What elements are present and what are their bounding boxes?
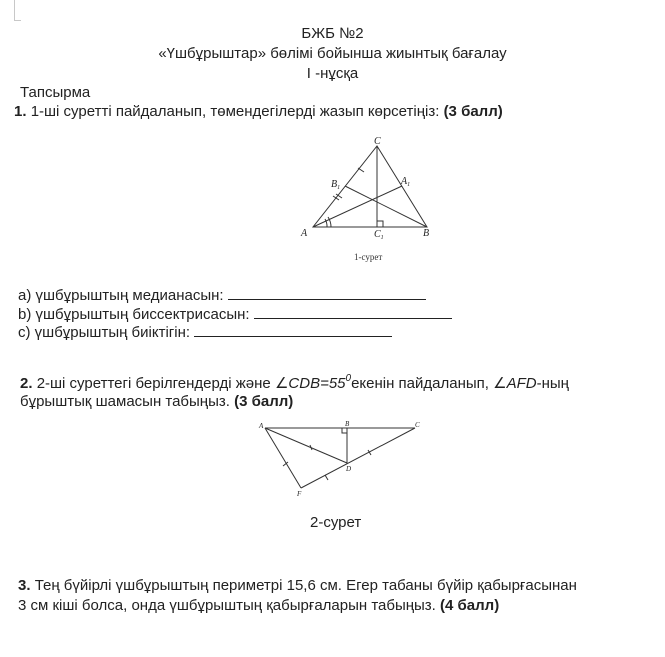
task3-points: (4 балл) [440, 597, 500, 614]
task2-number: 2. [20, 375, 33, 392]
right-angle-mark [377, 221, 383, 227]
task3-statement-line1: 3. Тең бүйірлі үшбұрыштың периметрі 15,6 см. Егер табаны бүйір қабырғасынан [18, 577, 577, 594]
figure-2-triangle [255, 418, 430, 500]
figure-1-triangle [295, 133, 445, 243]
answer-blank-b[interactable] [254, 305, 452, 319]
corner-crop-mark [14, 0, 21, 21]
vertex-label-d2: D [346, 465, 352, 473]
task2-statement-line1: 2. 2-ші суреттегі берілгендерді және $\angle CDB=55^0екенін$ пайдаланып, ∠AFD-ның [20, 373, 569, 392]
task1-points: (3 балл) [443, 103, 503, 120]
task2-statement-line2: бұрыштық шамасын табыңыз. (3 балл) [20, 393, 294, 410]
figure-2-caption: 2-сурет [310, 514, 362, 531]
vertex-label-c: C [374, 136, 381, 147]
answer-blank-c[interactable] [194, 323, 392, 337]
given-angle: ∠CDB=55 [274, 375, 346, 392]
vertex-label-a: A [301, 228, 308, 239]
vertex-label-a1: $A_1$ [401, 176, 411, 188]
doc-subtitle: «Үшбұрыштар» бөлімі бойынша жиынтық бағалау [158, 45, 507, 62]
answer-blank-a[interactable] [228, 286, 426, 300]
task2-points: (3 балл) [234, 393, 294, 410]
segment-a-f [265, 428, 301, 488]
task3-statement-line2: 3 см кіші болса, онда үшбұрыштың қабырғаларын табыңыз. (4 балл) [18, 597, 500, 614]
vertex-label-b: B [423, 228, 430, 239]
task1-number: 1. [14, 103, 27, 120]
figure-1-caption: 1-сурет [354, 252, 383, 262]
task1-statement [14, 103, 503, 120]
vertex-label-b1: $B_1$ [331, 179, 341, 191]
task1-item-a: a) үшбұрыштың медианасын: [18, 286, 426, 304]
task1-item-c: c) үшбұрыштың биіктігін: [18, 323, 392, 341]
vertex-label-a2: A [259, 422, 264, 430]
vertex-label-f2: F [297, 490, 302, 498]
task1-text: 1-ші суретті пайдаланып, төмендегілерді жазып көрсетіңіз: [30, 103, 440, 120]
segment-a-d [265, 428, 347, 463]
right-angle-mark-b [342, 428, 347, 433]
doc-title: БЖБ №2 [301, 25, 364, 42]
find-angle: ∠AFD [493, 375, 537, 392]
task1-item-b: b) үшбұрыштың биссектрисасын: [18, 305, 452, 323]
segment-f-c [301, 428, 415, 488]
tick-mark-fd [325, 475, 328, 480]
task3-number: 3. [18, 577, 31, 594]
tick-mark-1 [358, 168, 364, 172]
vertex-label-b2: B [345, 420, 350, 428]
tick-mark-2 [333, 196, 339, 200]
vertex-label-c1: $C_1$ [374, 229, 384, 241]
section-label: Тапсырма [20, 84, 91, 101]
doc-variant: I -нұсқа [306, 65, 359, 82]
vertex-label-c2: C [415, 421, 420, 429]
